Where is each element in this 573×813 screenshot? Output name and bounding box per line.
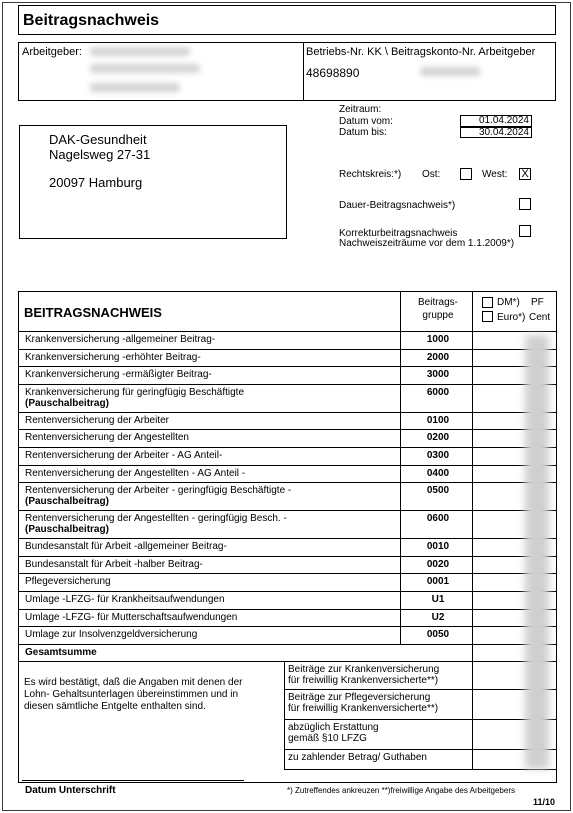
grid-hline (18, 384, 557, 385)
summary-line-2: gemäß §10 LFZG (288, 732, 367, 744)
row-label-sub: (Pauschalbeitrag) (25, 496, 109, 508)
betriebsnr-value: 48698890 (306, 66, 360, 80)
signature-line (22, 780, 244, 781)
recipient-line-1: DAK-Gesundheit (49, 132, 147, 147)
grid-hline (18, 626, 557, 627)
grid-hline (18, 644, 557, 645)
grid-hline (284, 749, 557, 750)
grid-hline (18, 447, 557, 448)
date-to-field[interactable]: 30.04.2024 (460, 127, 532, 138)
table-row-code: 0020 (426, 558, 450, 570)
table-row-label (25, 612, 237, 623)
zeitraum-label: Zeitraum: (339, 104, 382, 115)
grid-hline (284, 719, 557, 720)
summary-line-1: zu zahlender Betrag/ Guthaben (288, 751, 427, 763)
korrektur-label-1: Korrekturbeitragsnachweis (339, 228, 458, 239)
grid-hline (18, 291, 557, 292)
confirm-text-1: Es wird bestätigt, daß die Angaben mit denen der (24, 677, 243, 688)
rechtskreis-label: Rechtskreis:*) (339, 169, 402, 180)
page-number: 11/10 (533, 797, 556, 807)
row-label-text: Bundesanstalt für Arbeit -halber Beitrag- (25, 558, 203, 570)
redacted-amounts (525, 335, 549, 769)
table-row-label (25, 513, 287, 535)
group-header-1: Beitrags- (417, 297, 458, 308)
row-label-text: Pflegeversicherung (25, 576, 111, 588)
table-row-label (25, 629, 197, 640)
currency-euro-label: Euro*) (497, 312, 526, 323)
table-row-code: 0001 (426, 576, 450, 588)
grid-hline (18, 510, 557, 511)
summary-line-2: für freiwillig Krankenversicherte**) (288, 702, 439, 714)
row-label-text: Rentenversicherung der Angestellten - AG Anteil - (25, 467, 246, 479)
west-label: West: (482, 169, 508, 180)
grid-hline (18, 661, 557, 662)
table-row-label (25, 450, 222, 461)
date-from-label: Datum vom: (339, 116, 393, 127)
footnote: *) Zutreffendes ankreuzen **)freiwillige Angabe des Arbeitgebers (287, 786, 515, 795)
row-label-text: Umlage -LFZG- für Krankheitsaufwendungen (25, 594, 225, 605)
employer-divider (303, 42, 304, 101)
table-row-code: 0400 (426, 467, 450, 479)
document-title: Beitragsnachweis (18, 5, 556, 35)
table-row-code: 0600 (426, 513, 450, 525)
summary-line-1: Beiträge zur Krankenversicherung (288, 663, 440, 675)
grid-hline (18, 482, 557, 483)
confirm-text-2: Lohn- Gehaltsunterlagen übereinstimmen und in (24, 689, 239, 700)
grid-vline (18, 291, 19, 783)
grid-vline (556, 291, 557, 783)
betriebsnr-label: Betriebs-Nr. KK \ Beitragskonto-Nr. Arbeitgeber (306, 46, 536, 58)
table-row-label (25, 415, 169, 426)
table-row-label (25, 468, 245, 479)
grid-hline (18, 429, 557, 430)
table-row-code: 2000 (426, 351, 450, 363)
table-row-code: U2 (431, 611, 445, 623)
table-row-code: 0010 (426, 541, 450, 553)
row-label-sub: (Pauschalbeitrag) (25, 524, 109, 536)
grid-hline (18, 556, 557, 557)
grid-hline (18, 782, 557, 783)
row-label-text: Rentenversicherung der Angestellten (25, 432, 189, 444)
recipient-line-2: Nagelsweg 27-31 (49, 147, 151, 162)
currency-cent-label: Cent (529, 312, 551, 323)
row-label-text: Bundesanstalt für Arbeit -allgemeiner Beitrag- (25, 541, 227, 553)
row-label-text: Rentenversicherung der Arbeiter - AG Anteil- (25, 450, 223, 461)
row-label-text: Krankenversicherung -ermäßigter Beitrag- (25, 369, 212, 381)
table-row-code: 6000 (426, 386, 450, 398)
date-to-label: Datum bis: (339, 127, 387, 138)
table-row-label (25, 387, 244, 409)
grid-hline (18, 366, 557, 367)
summary-line-2: für freiwillig Krankenversicherte**) (288, 674, 439, 686)
summary-line-1: abzüglich Erstattung (288, 721, 379, 733)
summary-item-label (288, 664, 439, 686)
employer-label: Arbeitgeber: (22, 46, 82, 58)
grid-hline (18, 465, 557, 466)
confirm-text-3: diesen sämtliche Entgelte enthalten sind. (24, 701, 206, 712)
dauer-checkbox[interactable] (519, 198, 531, 210)
row-label-text: Rentenversicherung der Arbeiter - geringfügig Beschäftigte - (25, 485, 292, 497)
grid-vline (472, 661, 473, 769)
grid-hline (18, 412, 557, 413)
row-label-text: Krankenversicherung -erhöhter Beitrag- (25, 351, 201, 363)
row-label-text: Krankenversicherung für geringfügig Beschäftigte (25, 386, 245, 398)
table-row-code: 0200 (426, 432, 450, 444)
row-label-sub: (Pauschalbeitrag) (25, 397, 109, 409)
grid-hline (18, 349, 557, 350)
row-label-text: Rentenversicherung der Arbeiter (25, 414, 169, 426)
grid-hline (284, 769, 557, 770)
table-row-code: 0050 (426, 629, 450, 641)
row-label-text: Rentenversicherung der Angestellten - geringfügig Besch. - (25, 513, 287, 525)
group-header-2: gruppe (422, 310, 454, 321)
table-row-code: U1 (431, 594, 445, 605)
table-row-label (25, 576, 111, 587)
summary-item-label (288, 722, 379, 744)
table-row-code: 1000 (426, 334, 450, 345)
table-row-label (25, 485, 291, 507)
date-from-field[interactable]: 01.04.2024 (460, 115, 532, 127)
redacted-employer-city (90, 83, 180, 92)
korrektur-label-2: Nachweiszeiträume vor dem 1.1.2009*) (339, 238, 515, 249)
grid-hline (18, 573, 557, 574)
euro-checkbox[interactable] (482, 311, 493, 322)
table-row-label (25, 594, 225, 605)
redacted-employer-street (90, 64, 200, 73)
redacted-beitragskonto (420, 67, 480, 76)
table-row-label (25, 559, 203, 570)
row-label-text: Krankenversicherung -allgemeiner Beitrag- (25, 334, 216, 345)
table-row-label (25, 334, 215, 345)
row-label-text: Umlage -LFZG- für Mutterschaftsaufwendungen (25, 611, 238, 623)
dm-checkbox[interactable] (482, 297, 493, 308)
recipient-line-3: 20097 Hamburg (49, 175, 143, 190)
dauer-label: Dauer-Beitragsnachweis*) (339, 200, 456, 211)
table-row-label (25, 432, 189, 443)
summary-item-label (288, 752, 427, 763)
grid-hline (18, 538, 557, 539)
summary-line-1: Beiträge zur Pflegeversicherung (288, 691, 431, 703)
summary-item-label (288, 692, 438, 714)
table-row-label (25, 352, 201, 363)
table-row-label (25, 369, 212, 380)
korrektur-checkbox[interactable] (519, 225, 531, 237)
currency-pf-label: PF (531, 297, 544, 308)
table-row-code: 0300 (426, 450, 450, 461)
redacted-employer-name (90, 47, 190, 56)
grid-hline (284, 689, 557, 690)
grid-hline (18, 331, 557, 332)
ost-checkbox[interactable] (460, 168, 472, 180)
table-row-code: 0500 (426, 485, 450, 497)
row-label-text: Umlage zur Insolvenzgeldversicherung (25, 629, 198, 641)
currency-dm-label: DM*) (497, 297, 520, 308)
grid-hline (18, 591, 557, 592)
table-row-code: 0100 (426, 414, 450, 426)
table-row-label (25, 541, 227, 552)
grid-hline (18, 609, 557, 610)
total-label: Gesamtsumme (25, 646, 97, 658)
table-row-code: 3000 (426, 369, 450, 381)
grid-vline (284, 661, 285, 769)
west-checkbox[interactable]: X (519, 168, 531, 180)
ost-label: Ost: (422, 169, 441, 180)
signature-label: Datum Unterschrift (25, 785, 116, 796)
table-heading: BEITRAGSNACHWEIS (24, 305, 162, 320)
